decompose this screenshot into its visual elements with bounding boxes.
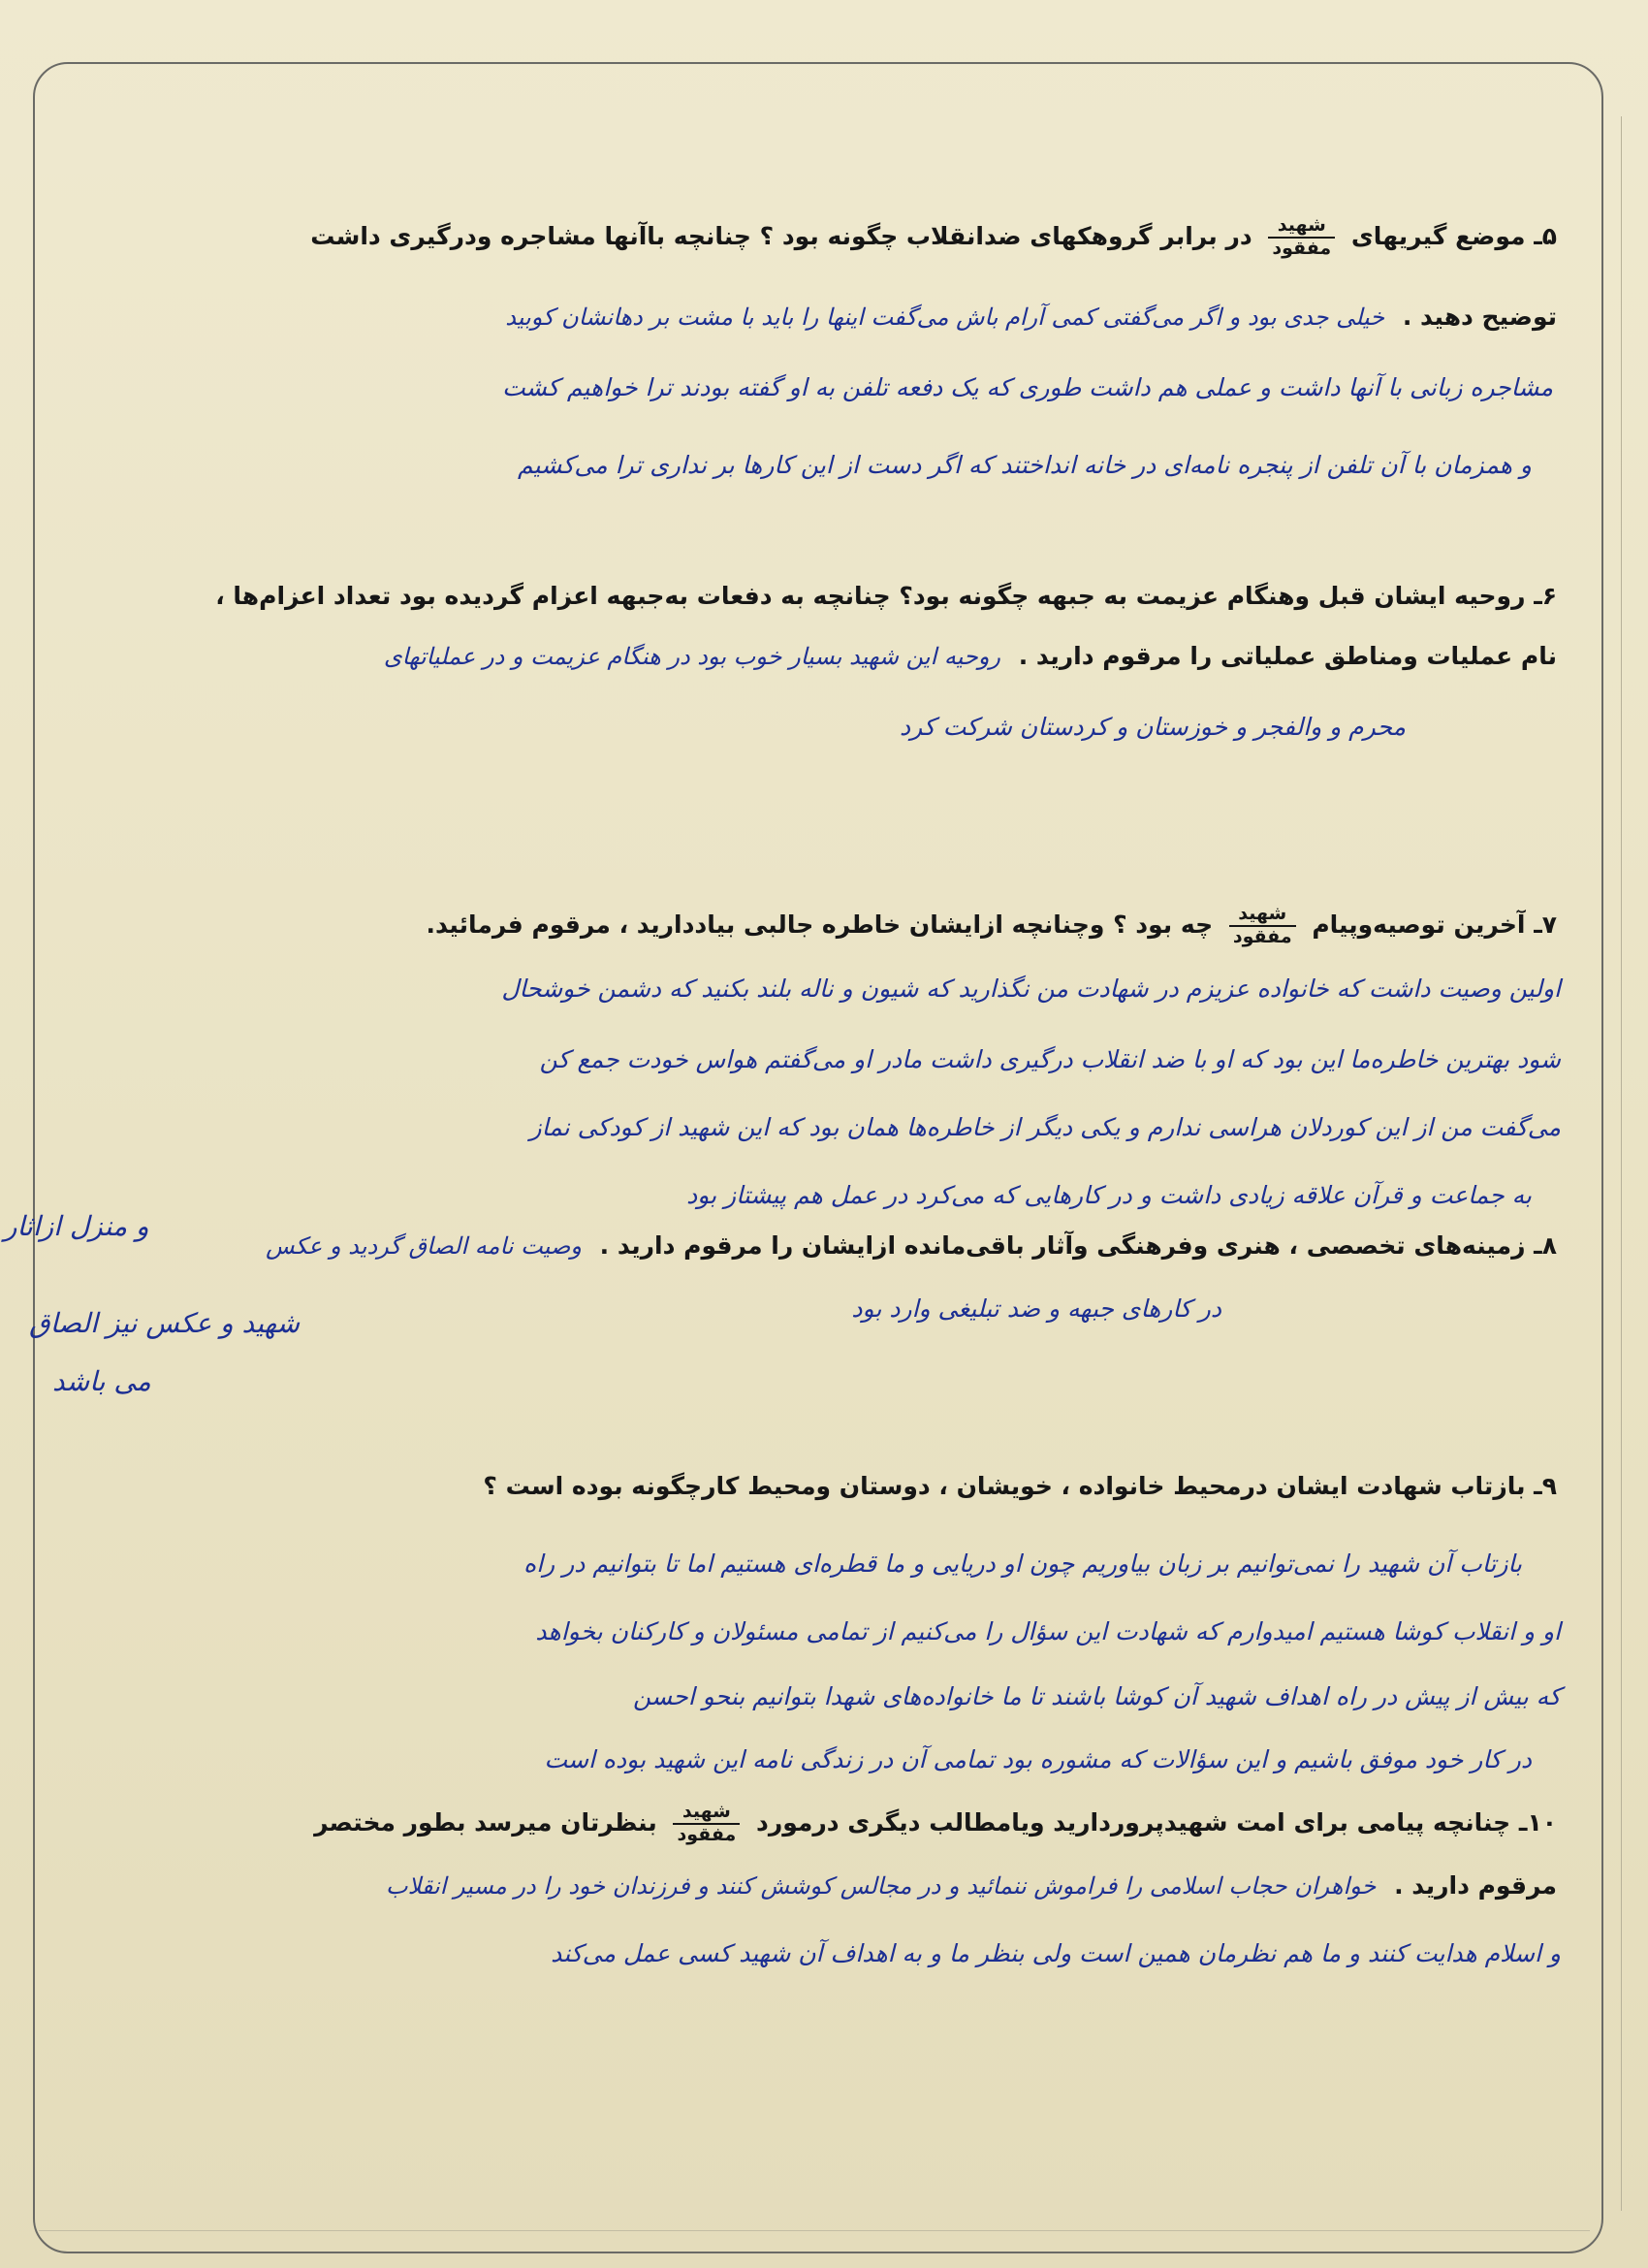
question-6-line-1: ۶ـ روحیه ایشان قبل وهنگام عزیمت به جبهه چگونه بود؟ چنانچه به دفعات به‌جبهه اعزام گردیده بود تعداد اعزام‌ها ، [215,582,1557,610]
answer-7-line-1: اولین وصیت داشت که خانواده عزیزم در شهادت من نگذارید که شیون و ناله بلند بکنید که دشمن خوشحال [501,974,1561,1003]
question-10-fraction [673,1802,740,1846]
answer-7-line-4: به جماعت و قرآن علاقه زیادی داشت و در کارهایی که می‌کرد در عمل هم پیشتاز بود [686,1181,1532,1209]
question-9-line-1: ۹ـ بازتاب شهادت ایشان درمحیط خانواده ، خویشان ، دوستان ومحیط کارچگونه بوده است ؟ [483,1472,1557,1500]
answer-9-line-3: که بیش از پیش در راه اهداف شهید آن کوشا باشند تا ما خانواده‌های شهدا بتوانیم بنحو احسن [632,1682,1561,1710]
margin-note-line-3: می باشد [52,1365,151,1397]
question-7-fraction [1229,904,1296,948]
margin-rule [1621,116,1622,2211]
margin-note-line-1: و منزل ازاثار [4,1210,149,1242]
question-5-after: در برابر گروهکهای ضدانقلاب چگونه بود ؟ چنانچه باآنها مشاجره ودرگیری داشت [310,221,1252,250]
answer-8-line-1: در کارهای جبهه و ضد تبلیغی وارد بود [851,1294,1221,1323]
answer-7-line-2: شود بهترین خاطره‌ما این بود که او با ضد انقلاب درگیری داشت مادر او می‌گفتم هواس خودت جمع کن [539,1045,1561,1073]
question-10-number: ۱۰ـ [1518,1807,1557,1837]
answer-7-line-3: می‌گفت من از این کوردلان هراسی ندارم و یکی دیگر از خاطره‌ها همان بود که این شهید از کودکی نماز [529,1113,1561,1141]
answer-5-line-1: مشاجره زبانی با آنها داشت و عملی هم داشت طوری که یک دفعه تلفن به او گفته بودند ترا خواهیم کشت [502,373,1553,401]
question-10-line-1 [314,1802,1557,1846]
answer-8-inline: وصیت نامه الصاق گردید و عکس [266,1232,582,1260]
question-10-line-2 [386,1871,1557,1901]
fraction-bottom: مفقود [1272,237,1332,259]
question-7-number: ۷ـ [1534,910,1557,939]
question-7-after: چه بود ؟ وچنانچه ازایشان خاطره جالبی بیاددارید ، مرقوم فرمائید. [426,910,1214,939]
answer-5-inline: خیلی جدی بود و اگر می‌گفتی کمی آرام باش می‌گفت اینها را باید با مشت بر دهانشان کوبید [505,303,1385,331]
answer-6-line-1: محرم و والفجر و خوزستان و کردستان شرکت کرد [899,713,1406,741]
bottom-rule [39,2230,1590,2231]
answer-9-line-2: او و انقلاب کوشا هستیم امیدوارم که شهادت این سؤال را می‌کنیم از تمامی مسئولان و کارکنان بخواهد [535,1617,1561,1645]
fraction-top: شهید [681,1801,731,1822]
fraction-top: شهید [1277,214,1326,236]
question-7-before: آخرین توصیه‌وپیام [1312,910,1526,939]
question-6-line-2 [384,642,1557,671]
question-7-line-1 [426,904,1557,948]
margin-note-line-2: شهید و عکس نیز الصاق [29,1307,301,1339]
answer-9-line-1: بازتاب آن شهید را نمی‌توانیم بر زبان بیاوریم چون او دریایی و ما قطره‌ای هستیم اما تا بتوانیم در راه [523,1549,1522,1578]
answer-10-inline: خواهران حجاب اسلامی را فراموش ننمائید و در مجالس کوشش کنند و فرزندان خود را در مسیر انقلاب [386,1872,1377,1900]
question-5-fraction [1268,215,1335,260]
answer-6-inline: روحیه این شهید بسیار خوب بود در هنگام عزیمت و در عملیاتهای [383,643,1001,670]
question-10-line-2-text: مرقوم دارید . [1394,1871,1557,1900]
answer-9-line-4: در کار خود موفق باشیم و این سؤالات که مشوره بود تمامی آن در زندگی نامه این شهید بوده است [544,1745,1532,1773]
answer-5-line-2: و همزمان با آن تلفن از پنجره نامه‌ای در خانه انداختند که اگر دست از این کارها بر نداری ترا می‌کشیم [518,451,1532,479]
question-5-line-2 [505,303,1557,332]
question-8-line-1 [266,1231,1557,1261]
fraction-top: شهید [1238,903,1287,924]
question-10-before: چنانچه پیامی برای امت شهیدپروردارید ویامطالب دیگری درمورد [755,1807,1511,1837]
fraction-bottom: مفقود [1232,925,1292,947]
question-8-text: ۸ـ زمینه‌های تخصصی ، هنری وفرهنگی وآثار باقی‌مانده ازایشان را مرقوم دارید . [599,1231,1557,1260]
question-5-line-1 [310,215,1557,260]
question-5-number: ۵ـ [1534,221,1557,250]
fraction-bottom: مفقود [677,1823,737,1845]
question-5-line-2-text: توضیح دهید . [1402,303,1557,331]
question-5-before: موضع گیریهای [1350,221,1526,250]
question-6-line-2-text: نام عملیات ومناطق عملیاتی را مرقوم دارید . [1018,642,1557,670]
answer-10-line-1: و اسلام هدایت کنند و ما هم نظرمان همین است ولی بنظر ما و به اهداف آن شهید کسی عمل می‌کند [551,1939,1561,1967]
question-10-after: بنظرتان میرسد بطور مختصر [314,1807,657,1837]
